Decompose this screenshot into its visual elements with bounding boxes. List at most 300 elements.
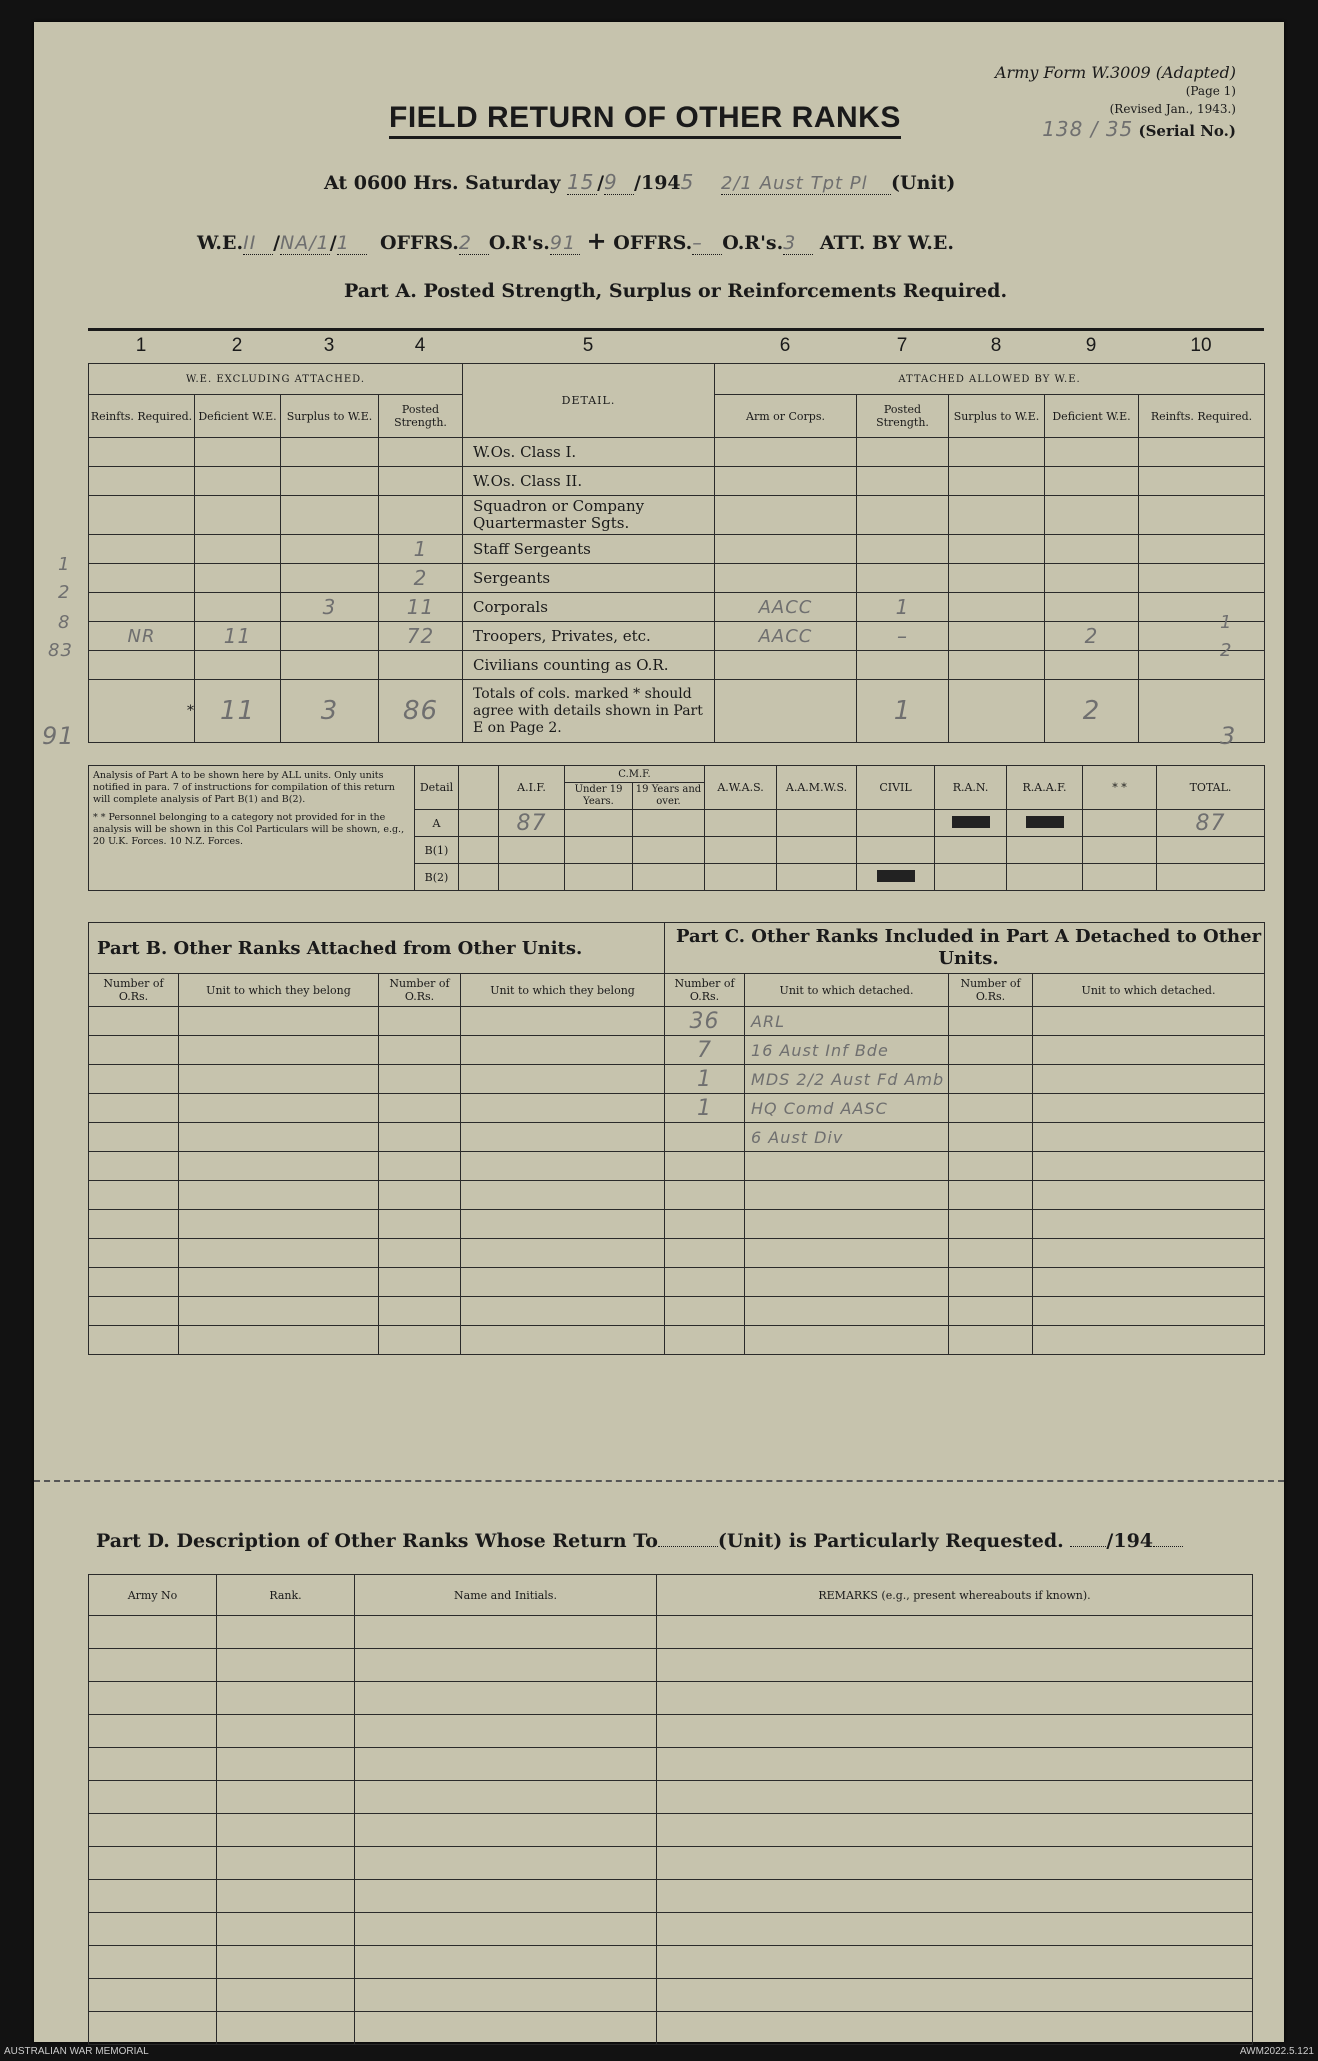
cell [1083, 837, 1157, 864]
cell [179, 1094, 379, 1123]
part-bc-row [89, 1326, 1265, 1355]
cell [657, 1814, 1253, 1847]
totals-detail: Totals of cols. marked * should agree with details shown in Part E on Page 2. [463, 680, 715, 743]
cell [657, 1781, 1253, 1814]
cell [195, 593, 281, 622]
part-b-title: Part B. Other Ranks Attached from Other Units. [89, 923, 665, 974]
cell [179, 1326, 379, 1355]
part-c-entry-num: 1 [665, 1094, 745, 1123]
cell [89, 1781, 217, 1814]
cell [379, 1268, 461, 1297]
total-deficient: 11 [195, 680, 281, 743]
cell [379, 1326, 461, 1355]
cell [633, 810, 705, 837]
cell [459, 766, 499, 810]
col-num-7: 7 [896, 335, 908, 356]
cell [89, 1297, 179, 1326]
awas-header: A.W.A.S. [705, 766, 777, 810]
cell [179, 1297, 379, 1326]
cell [949, 1007, 1033, 1036]
cell [1139, 564, 1265, 593]
cell [179, 1181, 379, 1210]
unit-handwritten: 2/1 Aust Tpt Pl [721, 173, 868, 194]
cell [89, 1715, 217, 1748]
part-bc-row [89, 1123, 1265, 1152]
col-num-3: 3 [323, 335, 335, 356]
cell [949, 535, 1045, 564]
cell [745, 1210, 949, 1239]
hdr-surplus-left: Surplus to W.E. [281, 395, 379, 438]
hdr-reinfts-right: Reinfts. Required. [1139, 395, 1265, 438]
cell [949, 593, 1045, 622]
part-d-row [89, 1814, 1253, 1847]
part-a-table [88, 363, 1265, 743]
cell [715, 680, 857, 743]
cell [217, 1847, 355, 1880]
cell [657, 1979, 1253, 2012]
form-number-block [995, 64, 1236, 140]
cell [657, 2012, 1253, 2045]
footer-right: AWM2022.5.121 [1239, 2046, 1314, 2057]
cell [89, 1814, 217, 1847]
cell [665, 1210, 745, 1239]
date-month: 9 [604, 170, 618, 194]
offrs-value: 2 [458, 232, 473, 254]
cell [1033, 1007, 1265, 1036]
cell [657, 1847, 1253, 1880]
cell [379, 1152, 461, 1181]
cell [935, 837, 1007, 864]
part-d-row [89, 1946, 1253, 1979]
cell [715, 564, 857, 593]
row-sergeants [89, 564, 1265, 593]
cell [179, 1268, 379, 1297]
part-c-entry-unit: 16 Aust Inf Bde [745, 1036, 949, 1065]
margin-mark: 83 [48, 640, 73, 661]
cell [379, 438, 463, 467]
cell [565, 864, 633, 891]
cell [1045, 467, 1139, 496]
col-num-6: 6 [779, 335, 791, 356]
group-attached: ATTACHED ALLOWED BY W.E. [715, 364, 1265, 395]
cell [179, 1239, 379, 1268]
detail-label: Staff Sergeants [463, 535, 715, 564]
margin-mark: 2 [58, 582, 71, 603]
part-bc-row [89, 1181, 1265, 1210]
row-troopers [89, 622, 1265, 651]
cell [1033, 1152, 1265, 1181]
part-d-year: /194 [1106, 1530, 1154, 1552]
footer-left: AUSTRALIAN WAR MEMORIAL [4, 2046, 149, 2057]
cell [89, 438, 195, 467]
part-d-row [89, 1847, 1253, 1880]
cell [355, 1715, 657, 1748]
cell [665, 1297, 745, 1326]
part-bc-row [89, 1036, 1265, 1065]
cell [89, 1239, 179, 1268]
cell [705, 864, 777, 891]
part-c-entry-unit: HQ Comd AASC [745, 1094, 949, 1123]
cell [461, 1007, 665, 1036]
cell: 2 [379, 564, 463, 593]
analysis-row-b1: B(1) [415, 837, 459, 864]
cell [179, 1123, 379, 1152]
group-we-excluding: W.E. EXCLUDING ATTACHED. [89, 364, 463, 395]
cell [657, 1946, 1253, 1979]
part-b-c-table [88, 922, 1265, 1355]
cell [1139, 438, 1265, 467]
cell [217, 1814, 355, 1847]
cell [179, 1210, 379, 1239]
cell [89, 1210, 179, 1239]
cell [665, 1239, 745, 1268]
detail-header: DETAIL. [463, 364, 715, 438]
detail-label: W.Os. Class II. [463, 467, 715, 496]
cell [1033, 1268, 1265, 1297]
part-d-row [89, 1649, 1253, 1682]
cell [745, 1326, 949, 1355]
cell [217, 1880, 355, 1913]
cell [949, 1123, 1033, 1152]
cell [217, 1781, 355, 1814]
cell [459, 810, 499, 837]
cell [857, 837, 935, 864]
cell [195, 535, 281, 564]
cell [499, 837, 565, 864]
cell [1083, 810, 1157, 837]
detail-label: W.Os. Class I. [463, 438, 715, 467]
cell [89, 1880, 217, 1913]
date-day: 15 [567, 170, 595, 194]
part-d-row [89, 2012, 1253, 2045]
detail-label: Squadron or Company Quartermaster Sgts. [463, 496, 715, 535]
offrs2-label: OFFRS. [613, 232, 693, 254]
cell [1139, 651, 1265, 680]
hdr-posted-left: Posted Strength. [379, 395, 463, 438]
cell [499, 864, 565, 891]
hdr-reinfts-left: Reinfts. Required. [89, 395, 195, 438]
cell [461, 1036, 665, 1065]
cell [857, 438, 949, 467]
hdr-surplus-right: Surplus to W.E. [949, 395, 1045, 438]
part-bc-row [89, 1210, 1265, 1239]
cell [355, 1781, 657, 1814]
margin-mark: 2 [1220, 640, 1233, 661]
cell [217, 1682, 355, 1715]
part-d-col-remarks: REMARKS (e.g., present whereabouts if known). [657, 1575, 1253, 1616]
year-handwritten: 5 [680, 170, 695, 194]
cell [179, 1007, 379, 1036]
cell [1045, 651, 1139, 680]
cell [1033, 1094, 1265, 1123]
row-wo1 [89, 438, 1265, 467]
cell [565, 810, 633, 837]
part-bc-row [89, 1065, 1265, 1094]
part-d-table [88, 1574, 1253, 2045]
cell [715, 496, 857, 535]
rule-top [88, 328, 1264, 331]
cell [1007, 837, 1083, 864]
cell [949, 680, 1045, 743]
cell [89, 564, 195, 593]
total-attached-deficient: 2 [1045, 680, 1139, 743]
analysis-detail-header: Detail [415, 766, 459, 810]
row-wo2 [89, 467, 1265, 496]
cell [355, 1979, 657, 2012]
form-page: (Page 1) [1185, 84, 1236, 98]
part-d-col-army-no: Army No [89, 1575, 217, 1616]
cell [217, 2012, 355, 2045]
blacked-out-cell [1007, 810, 1083, 837]
cell [281, 651, 379, 680]
part-d-row [89, 1682, 1253, 1715]
cell [355, 2012, 657, 2045]
cell [949, 496, 1045, 535]
analysis-row-b2: B(2) [415, 864, 459, 891]
cell [281, 467, 379, 496]
part-c-entry-unit: ARL [745, 1007, 949, 1036]
cell [379, 496, 463, 535]
cell: 11 [195, 622, 281, 651]
cell [89, 1326, 179, 1355]
cell [217, 1913, 355, 1946]
cell: 11 [379, 593, 463, 622]
cell [745, 1181, 949, 1210]
cell [379, 1036, 461, 1065]
cell: 1 [857, 593, 949, 622]
cell [1157, 837, 1265, 864]
cell [1139, 680, 1265, 743]
cell [461, 1210, 665, 1239]
part-c-entry-unit: MDS 2/2 Aust Fd Amb [745, 1065, 949, 1094]
cell [461, 1326, 665, 1355]
part-b-col-unit-2: Unit to which they belong [461, 974, 665, 1007]
cell [657, 1616, 1253, 1649]
part-c-col-unit-2: Unit to which detached. [1033, 974, 1265, 1007]
cell [355, 1748, 657, 1781]
cell [89, 1616, 217, 1649]
part-d-row [89, 1715, 1253, 1748]
cell [89, 1181, 179, 1210]
cell [355, 1814, 657, 1847]
part-bc-row [89, 1297, 1265, 1326]
page-title: FIELD RETURN OF OTHER RANKS [389, 100, 901, 139]
ran-header: R.A.N. [935, 766, 1007, 810]
cell [949, 1152, 1033, 1181]
cell [89, 1007, 179, 1036]
cell [1007, 864, 1083, 891]
col-num-10: 10 [1190, 335, 1212, 356]
cell [1033, 1036, 1265, 1065]
cell [1045, 535, 1139, 564]
col-num-4: 4 [414, 335, 426, 356]
cell [857, 564, 949, 593]
total-posted: 86 [379, 680, 463, 743]
part-c-entry-num [665, 1123, 745, 1152]
part-d-col-name: Name and Initials. [355, 1575, 657, 1616]
total-header: TOTAL. [1157, 766, 1265, 810]
cell [949, 1210, 1033, 1239]
cell [281, 438, 379, 467]
cell [745, 1152, 949, 1181]
cell [949, 1326, 1033, 1355]
cell [665, 1152, 745, 1181]
cell [355, 1847, 657, 1880]
part-b-col-num-2: Number of O.Rs. [379, 974, 461, 1007]
row-cqms [89, 496, 1265, 535]
cell [217, 1979, 355, 2012]
over19-header: 19 Years and over. [633, 783, 705, 810]
cell [89, 1649, 217, 1682]
analysis-notes [89, 766, 415, 891]
cell [195, 496, 281, 535]
cell [857, 651, 949, 680]
part-b-col-unit: Unit to which they belong [179, 974, 379, 1007]
part-d-row [89, 1880, 1253, 1913]
cell [949, 1239, 1033, 1268]
cell [857, 496, 949, 535]
att-label: ATT. BY W.E. [819, 232, 954, 254]
cell [1045, 496, 1139, 535]
cell [89, 2012, 217, 2045]
cell [379, 467, 463, 496]
cell [89, 1065, 179, 1094]
detail-label: Troopers, Privates, etc. [463, 622, 715, 651]
cell: 2 [1045, 622, 1139, 651]
detail-label: Civilians counting as O.R. [463, 651, 715, 680]
cell [1139, 622, 1265, 651]
part-c-col-num: Number of O.Rs. [665, 974, 745, 1007]
cell [777, 837, 857, 864]
cell [459, 837, 499, 864]
cell [89, 1123, 179, 1152]
aamws-header: A.A.M.W.S. [777, 766, 857, 810]
margin-mark: 3 [1220, 722, 1237, 750]
cell [665, 1181, 745, 1210]
cell [657, 1682, 1253, 1715]
part-bc-row [89, 1007, 1265, 1036]
cell [217, 1649, 355, 1682]
cell [355, 1913, 657, 1946]
analysis-table [88, 765, 1265, 891]
cell: – [857, 622, 949, 651]
hdr-deficient-left: Deficient W.E. [195, 395, 281, 438]
cell [1033, 1065, 1265, 1094]
cell [705, 810, 777, 837]
part-d-row [89, 1781, 1253, 1814]
cell [857, 467, 949, 496]
part-b-col-num: Number of O.Rs. [89, 974, 179, 1007]
part-d-row [89, 1979, 1253, 2012]
cell [217, 1616, 355, 1649]
cell [1045, 438, 1139, 467]
hdr-arm-corps: Arm or Corps. [715, 395, 857, 438]
cell [461, 1239, 665, 1268]
unit-label: (Unit) [891, 172, 956, 194]
col-num-5: 5 [582, 335, 594, 356]
under19-header: Under 19 Years. [565, 783, 633, 810]
cell [715, 535, 857, 564]
cell [777, 810, 857, 837]
cell [89, 651, 195, 680]
analysis-row-a: A [415, 810, 459, 837]
col-num-8: 8 [990, 335, 1002, 356]
cell [461, 1152, 665, 1181]
cell [935, 864, 1007, 891]
cell [1139, 593, 1265, 622]
cell [89, 535, 195, 564]
cell [657, 1880, 1253, 1913]
cell [89, 1748, 217, 1781]
cell [379, 651, 463, 680]
cell [949, 651, 1045, 680]
cell: AACC [715, 593, 857, 622]
cell [89, 593, 195, 622]
cell [89, 1152, 179, 1181]
cell [949, 467, 1045, 496]
part-bc-row [89, 1268, 1265, 1297]
cell [949, 1181, 1033, 1210]
cell [1139, 467, 1265, 496]
col-num-9: 9 [1085, 335, 1097, 356]
margin-mark: 8 [58, 612, 71, 633]
cell [461, 1123, 665, 1152]
cell [89, 1946, 217, 1979]
margin-mark: 91 [42, 722, 75, 750]
cell [745, 1239, 949, 1268]
cell [745, 1297, 949, 1326]
cell [355, 1682, 657, 1715]
cell [949, 622, 1045, 651]
detail-label: Corporals [463, 593, 715, 622]
cell [715, 467, 857, 496]
we-value-3: 1 [336, 232, 350, 254]
cell [195, 438, 281, 467]
cell [633, 864, 705, 891]
cell [355, 1880, 657, 1913]
part-d-heading [96, 1530, 1183, 1552]
cell [949, 1268, 1033, 1297]
plus-sign: + [586, 226, 607, 255]
cell: 3 [281, 593, 379, 622]
offrs2-value: – [692, 232, 703, 254]
cell [857, 810, 935, 837]
cell [379, 1065, 461, 1094]
cell [565, 837, 633, 864]
cell [89, 1847, 217, 1880]
cell [1139, 535, 1265, 564]
part-bc-row [89, 1239, 1265, 1268]
part-bc-row [89, 1152, 1265, 1181]
row-staff-sgts [89, 535, 1265, 564]
cell [89, 1268, 179, 1297]
year-printed: 194 [640, 172, 681, 194]
cell [379, 1239, 461, 1268]
cell [857, 535, 949, 564]
form-number: Army Form W.3009 (Adapted) [994, 63, 1236, 82]
part-c-entry-unit: 6 Aust Div [745, 1123, 949, 1152]
cell [217, 1946, 355, 1979]
col-num-2: 2 [231, 335, 243, 356]
ors-label: O.R's. [488, 232, 550, 254]
part-c-title: Part C. Other Ranks Included in Part A Detached to Other Units. [665, 923, 1265, 974]
cell [217, 1748, 355, 1781]
tear-line [34, 1480, 1284, 1482]
part-d-row [89, 1913, 1253, 1946]
cell [1157, 864, 1265, 891]
cell [379, 1007, 461, 1036]
cell [379, 1181, 461, 1210]
